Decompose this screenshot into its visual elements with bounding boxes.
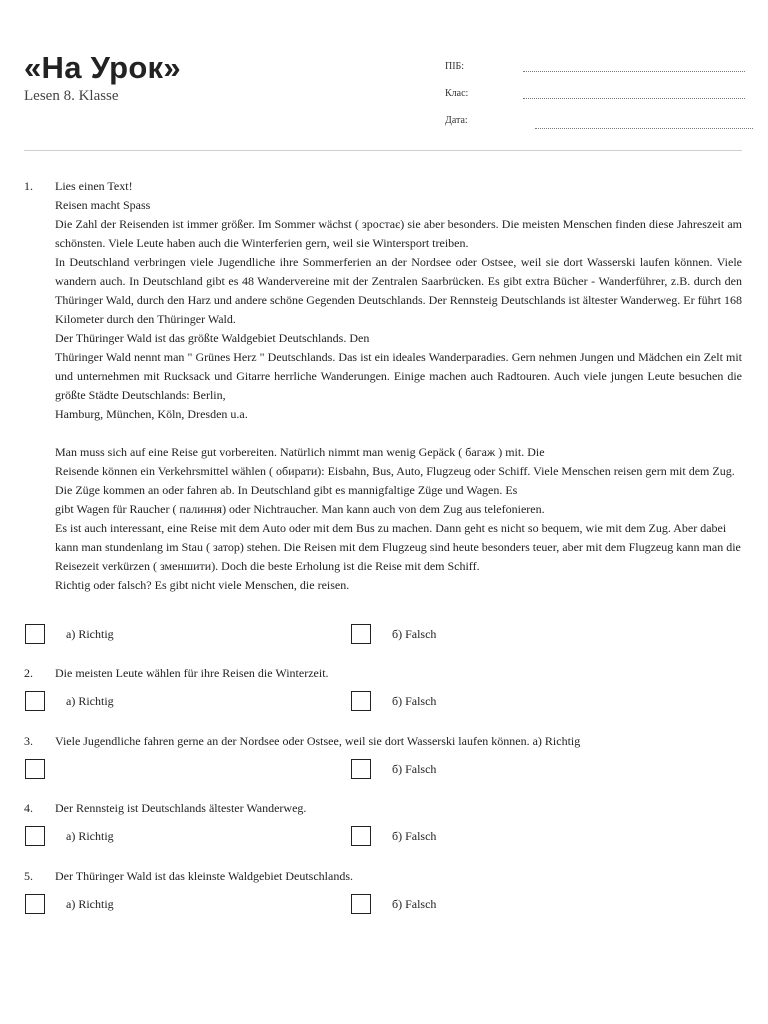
answer-label-q2-b: б) Falsch bbox=[392, 694, 437, 708]
text-line: gibt Wagen für Raucher ( палиння) oder Nichtraucher. Man kann auch von dem Zug aus telefonieren. bbox=[55, 502, 545, 516]
text-line: Es ist auch interessant, eine Reise mit dem Auto oder mit dem Bus zu machen. Dann geht es nicht so bequem, wie mit dem Zug. Aber dabei kann man stundenlang im Stau ( затор) stehen. Die Reisen mit dem Flugzeug sind heute besonders teuer, aber mit dem Flugzeug kann man die Reisezeit verkürzen ( зменшити). Doch die beste Erholung ist die Reise mit dem Schiff. bbox=[55, 521, 741, 573]
answer-label-q2-a: а) Richtig bbox=[66, 694, 114, 708]
question-number: 1. bbox=[24, 179, 33, 193]
text-line: Der Thüringer Wald ist das kleinste Waldgebiet Deutschlands. bbox=[55, 869, 354, 883]
text-line: Die meisten Leute wählen für ihre Reisen die Winterzeit. bbox=[55, 666, 329, 680]
date-field[interactable] bbox=[535, 128, 753, 129]
text-line: Reisen macht Spass bbox=[55, 198, 151, 212]
answer-checkbox-q1-a[interactable] bbox=[25, 624, 45, 644]
text-line: Man muss sich auf eine Reise gut vorbereiten. Natürlich nimmt man wenig Gepäck ( багаж ) mit. Die bbox=[55, 445, 545, 459]
answer-label-q4-a: а) Richtig bbox=[66, 829, 114, 843]
text-line: Richtig oder falsch? Es gibt nicht viele Menschen, die reisen. bbox=[55, 578, 350, 592]
question-number: 4. bbox=[24, 801, 33, 815]
text-line: In Deutschland verbringen viele Jugendliche ihre Sommerferien an der Nordsee oder Ostsee, weil sie dort Wasserski laufen können. Viele wandern auch. In Deutschland gibt es 48 Wandervereine mit der Zentralen Saarbrücken. Es gibt extra Bücher - Wanderführer, z.B. durch den Thüringer Wald, durch den Harz und andere schöne Gegenden Deutschlands. Der Rennsteig Deutschlands ist ältester Wanderweg. Er führt 168 Kilometer durch den Thüringer Wald. bbox=[55, 255, 742, 326]
header-divider bbox=[24, 150, 742, 151]
answer-checkbox-q5-b[interactable] bbox=[351, 894, 371, 914]
answer-checkbox-q1-b[interactable] bbox=[351, 624, 371, 644]
text-line: Thüringer Wald nennt man " Grünes Herz " Deutschlands. Das ist ein ideales Wanderparadies. Gern nehmen Jungen und Mädchen ein Zelt mit und unternehmen mit Rucksack und Gitarre herrliche Wanderungen. Einige machen auch Radtouren. Auch viele jungen Leute besuchen die größte Städte Deutschlands: Berlin, bbox=[55, 350, 742, 402]
answer-checkbox-q3-b[interactable] bbox=[351, 759, 371, 779]
answer-label-q5-b: б) Falsch bbox=[392, 897, 437, 911]
field-label-name: ПІБ: bbox=[445, 61, 465, 72]
text-line: Reisende können ein Verkehrsmittel wählen ( обирати): Eisbahn, Bus, Auto, Flugzeug oder Schiff. Viele Menschen reisen gern mit dem Zug. Die Züge kommen an oder fahren ab. In Deutschland gibt es mannigfaltige Züge und Wagen. Es bbox=[55, 464, 735, 497]
answer-label-q1-b: б) Falsch bbox=[392, 627, 437, 641]
answer-label-q1-a: а) Richtig bbox=[66, 627, 114, 641]
question-text bbox=[55, 732, 742, 751]
text-line: Viele Jugendliche fahren gerne an der Nordsee oder Ostsee, weil sie dort Wasserski laufen können. а) Richtig bbox=[55, 734, 581, 748]
blank-line bbox=[55, 424, 742, 443]
text-line: Lies einen Text! bbox=[55, 179, 133, 193]
answer-checkbox-q2-b[interactable] bbox=[351, 691, 371, 711]
text-line: Der Rennsteig ist Deutschlands ältester Wanderweg. bbox=[55, 801, 307, 815]
answer-label-q4-b: б) Falsch bbox=[392, 829, 437, 843]
brand-title: «На Урок» bbox=[24, 50, 181, 85]
answer-checkbox-q3-a[interactable] bbox=[25, 759, 45, 779]
answer-checkbox-q4-b[interactable] bbox=[351, 826, 371, 846]
text-line: Hamburg, München, Köln, Dresden u.a. bbox=[55, 407, 248, 421]
name-field[interactable] bbox=[523, 71, 745, 72]
answer-checkbox-q4-a[interactable] bbox=[25, 826, 45, 846]
text-line: Der Thüringer Wald ist das größte Waldgebiet Deutschlands. Den bbox=[55, 331, 370, 345]
answer-checkbox-q5-a[interactable] bbox=[25, 894, 45, 914]
answer-checkbox-q2-a[interactable] bbox=[25, 691, 45, 711]
question-number: 3. bbox=[24, 734, 33, 748]
class-field[interactable] bbox=[523, 98, 745, 99]
page-subtitle: Lesen 8. Klasse bbox=[24, 88, 119, 104]
question-number: 2. bbox=[24, 666, 33, 680]
question-text bbox=[55, 867, 742, 886]
field-label-date: Дата: bbox=[445, 115, 468, 126]
answer-label-q3-b: б) Falsch bbox=[392, 762, 437, 776]
question-number: 5. bbox=[24, 869, 33, 883]
question-text bbox=[55, 177, 742, 595]
text-line: Die Zahl der Reisenden ist immer größer. Im Sommer wächst ( зростає) sie aber besonders. Die meisten Menschen finden diese Jahreszeit am schönsten. Viele Leute haben auch die Winterferien gern, weil sie Wintersport treiben. bbox=[55, 217, 742, 250]
question-text bbox=[55, 664, 742, 683]
answer-label-q5-a: а) Richtig bbox=[66, 897, 114, 911]
question-text bbox=[55, 799, 742, 818]
field-label-class: Клас: bbox=[445, 88, 469, 99]
